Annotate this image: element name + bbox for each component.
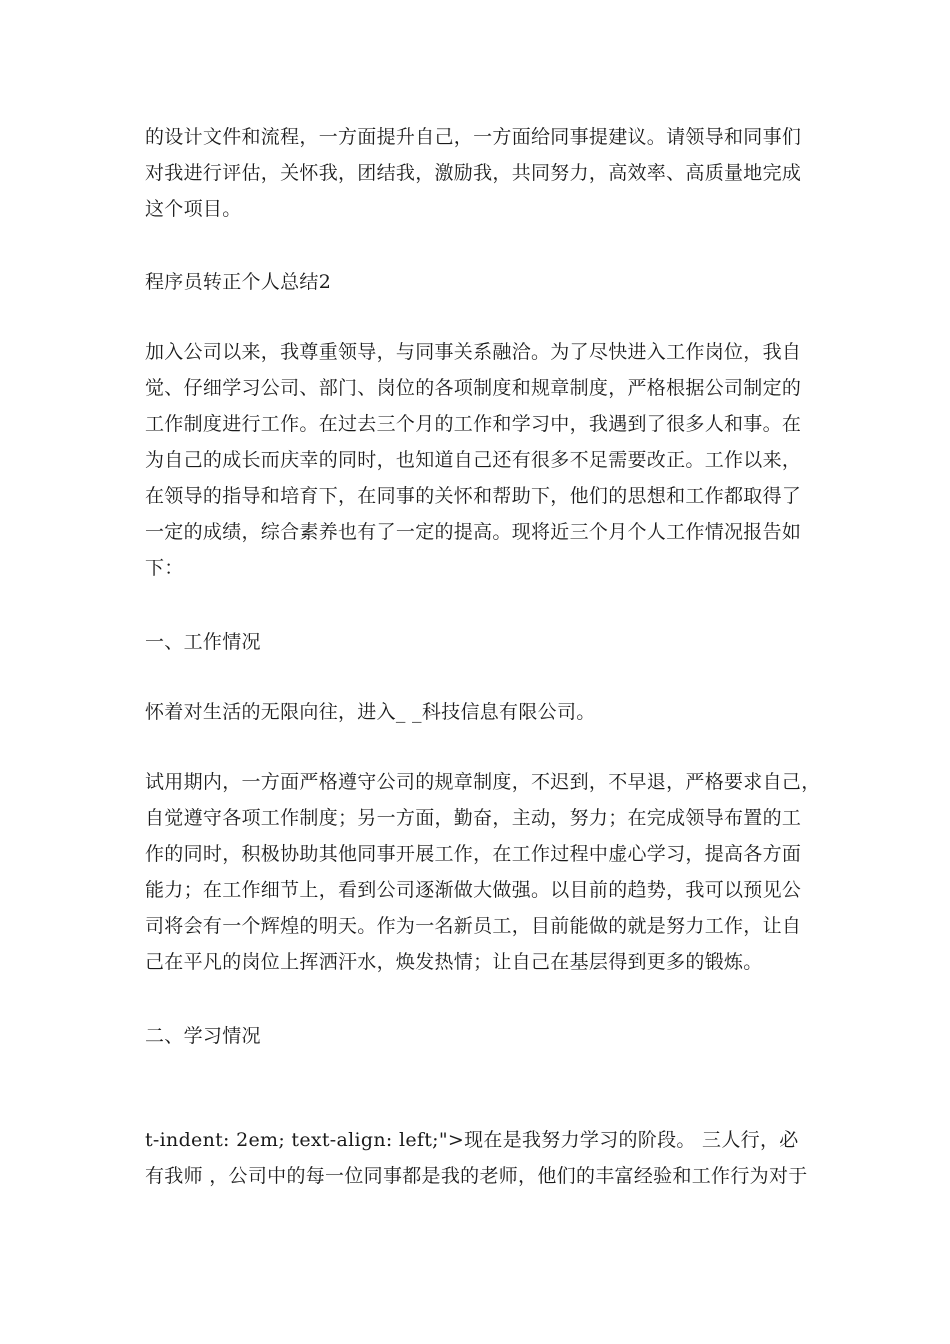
paragraph-line: 在领导的指导和培育下，在同事的关怀和帮助下，他们的思想和工作都取得了 <box>145 485 802 507</box>
paragraph-line: 对我进行评估，关怀我，团结我，激励我，共同努力，高效率、高质量地完成 <box>145 162 802 184</box>
paragraph-line: 为自己的成长而庆幸的同时，也知道自己还有很多不足需要改正。工作以来， <box>145 449 802 471</box>
paragraph-line: t-indent: 2em; text-align: left;">现在是我努力学习的阶段。 三人行，必 <box>145 1129 799 1151</box>
paragraph-line: 的设计文件和流程，一方面提升自己，一方面给同事提建议。请领导和同事们 <box>145 126 802 148</box>
paragraph-line: 能力；在工作细节上，看到公司逐渐做大做强。以目前的趋势，我可以预见公 <box>145 879 802 901</box>
paragraph-line: 司将会有一个辉煌的明天。作为一名新员工，目前能做的就是努力工作，让自 <box>145 915 802 937</box>
paragraph-line: 下： <box>145 557 184 579</box>
paragraph-line: 怀着对生活的无限向往，进入_ _科技信息有限公司。 <box>145 701 596 723</box>
paragraph-line: 工作制度进行工作。在过去三个月的工作和学习中，我遇到了很多人和事。在 <box>145 413 802 435</box>
paragraph-line: 有我师 ，公司中的每一位同事都是我的老师，他们的丰富经验和工作行为对于 <box>145 1165 808 1187</box>
paragraph-line: 作的同时，积极协助其他同事开展工作，在工作过程中虚心学习，提高各方面 <box>145 843 802 865</box>
section-heading: 一、工作情况 <box>145 631 261 653</box>
paragraph-line: 这个项目。 <box>145 198 242 220</box>
section-heading: 二、学习情况 <box>145 1025 261 1047</box>
paragraph-line: 自觉遵守各项工作制度；另一方面，勤奋，主动，努力；在完成领导布置的工 <box>145 807 802 829</box>
paragraph-line: 一定的成绩，综合素养也有了一定的提高。现将近三个月个人工作情况报告如 <box>145 521 802 543</box>
paragraph-line: 试用期内，一方面严格遵守公司的规章制度，不迟到，不早退，严格要求自己， <box>145 771 821 793</box>
paragraph-line: 觉、仔细学习公司、部门、岗位的各项制度和规章制度，严格根据公司制定的 <box>145 377 802 399</box>
paragraph-line: 加入公司以来，我尊重领导，与同事关系融洽。为了尽快进入工作岗位，我自 <box>145 341 802 363</box>
paragraph-line: 己在平凡的岗位上挥洒汗水，焕发热情；让自己在基层得到更多的锻炼。 <box>145 951 763 973</box>
section-heading: 程序员转正个人总结2 <box>145 271 332 293</box>
